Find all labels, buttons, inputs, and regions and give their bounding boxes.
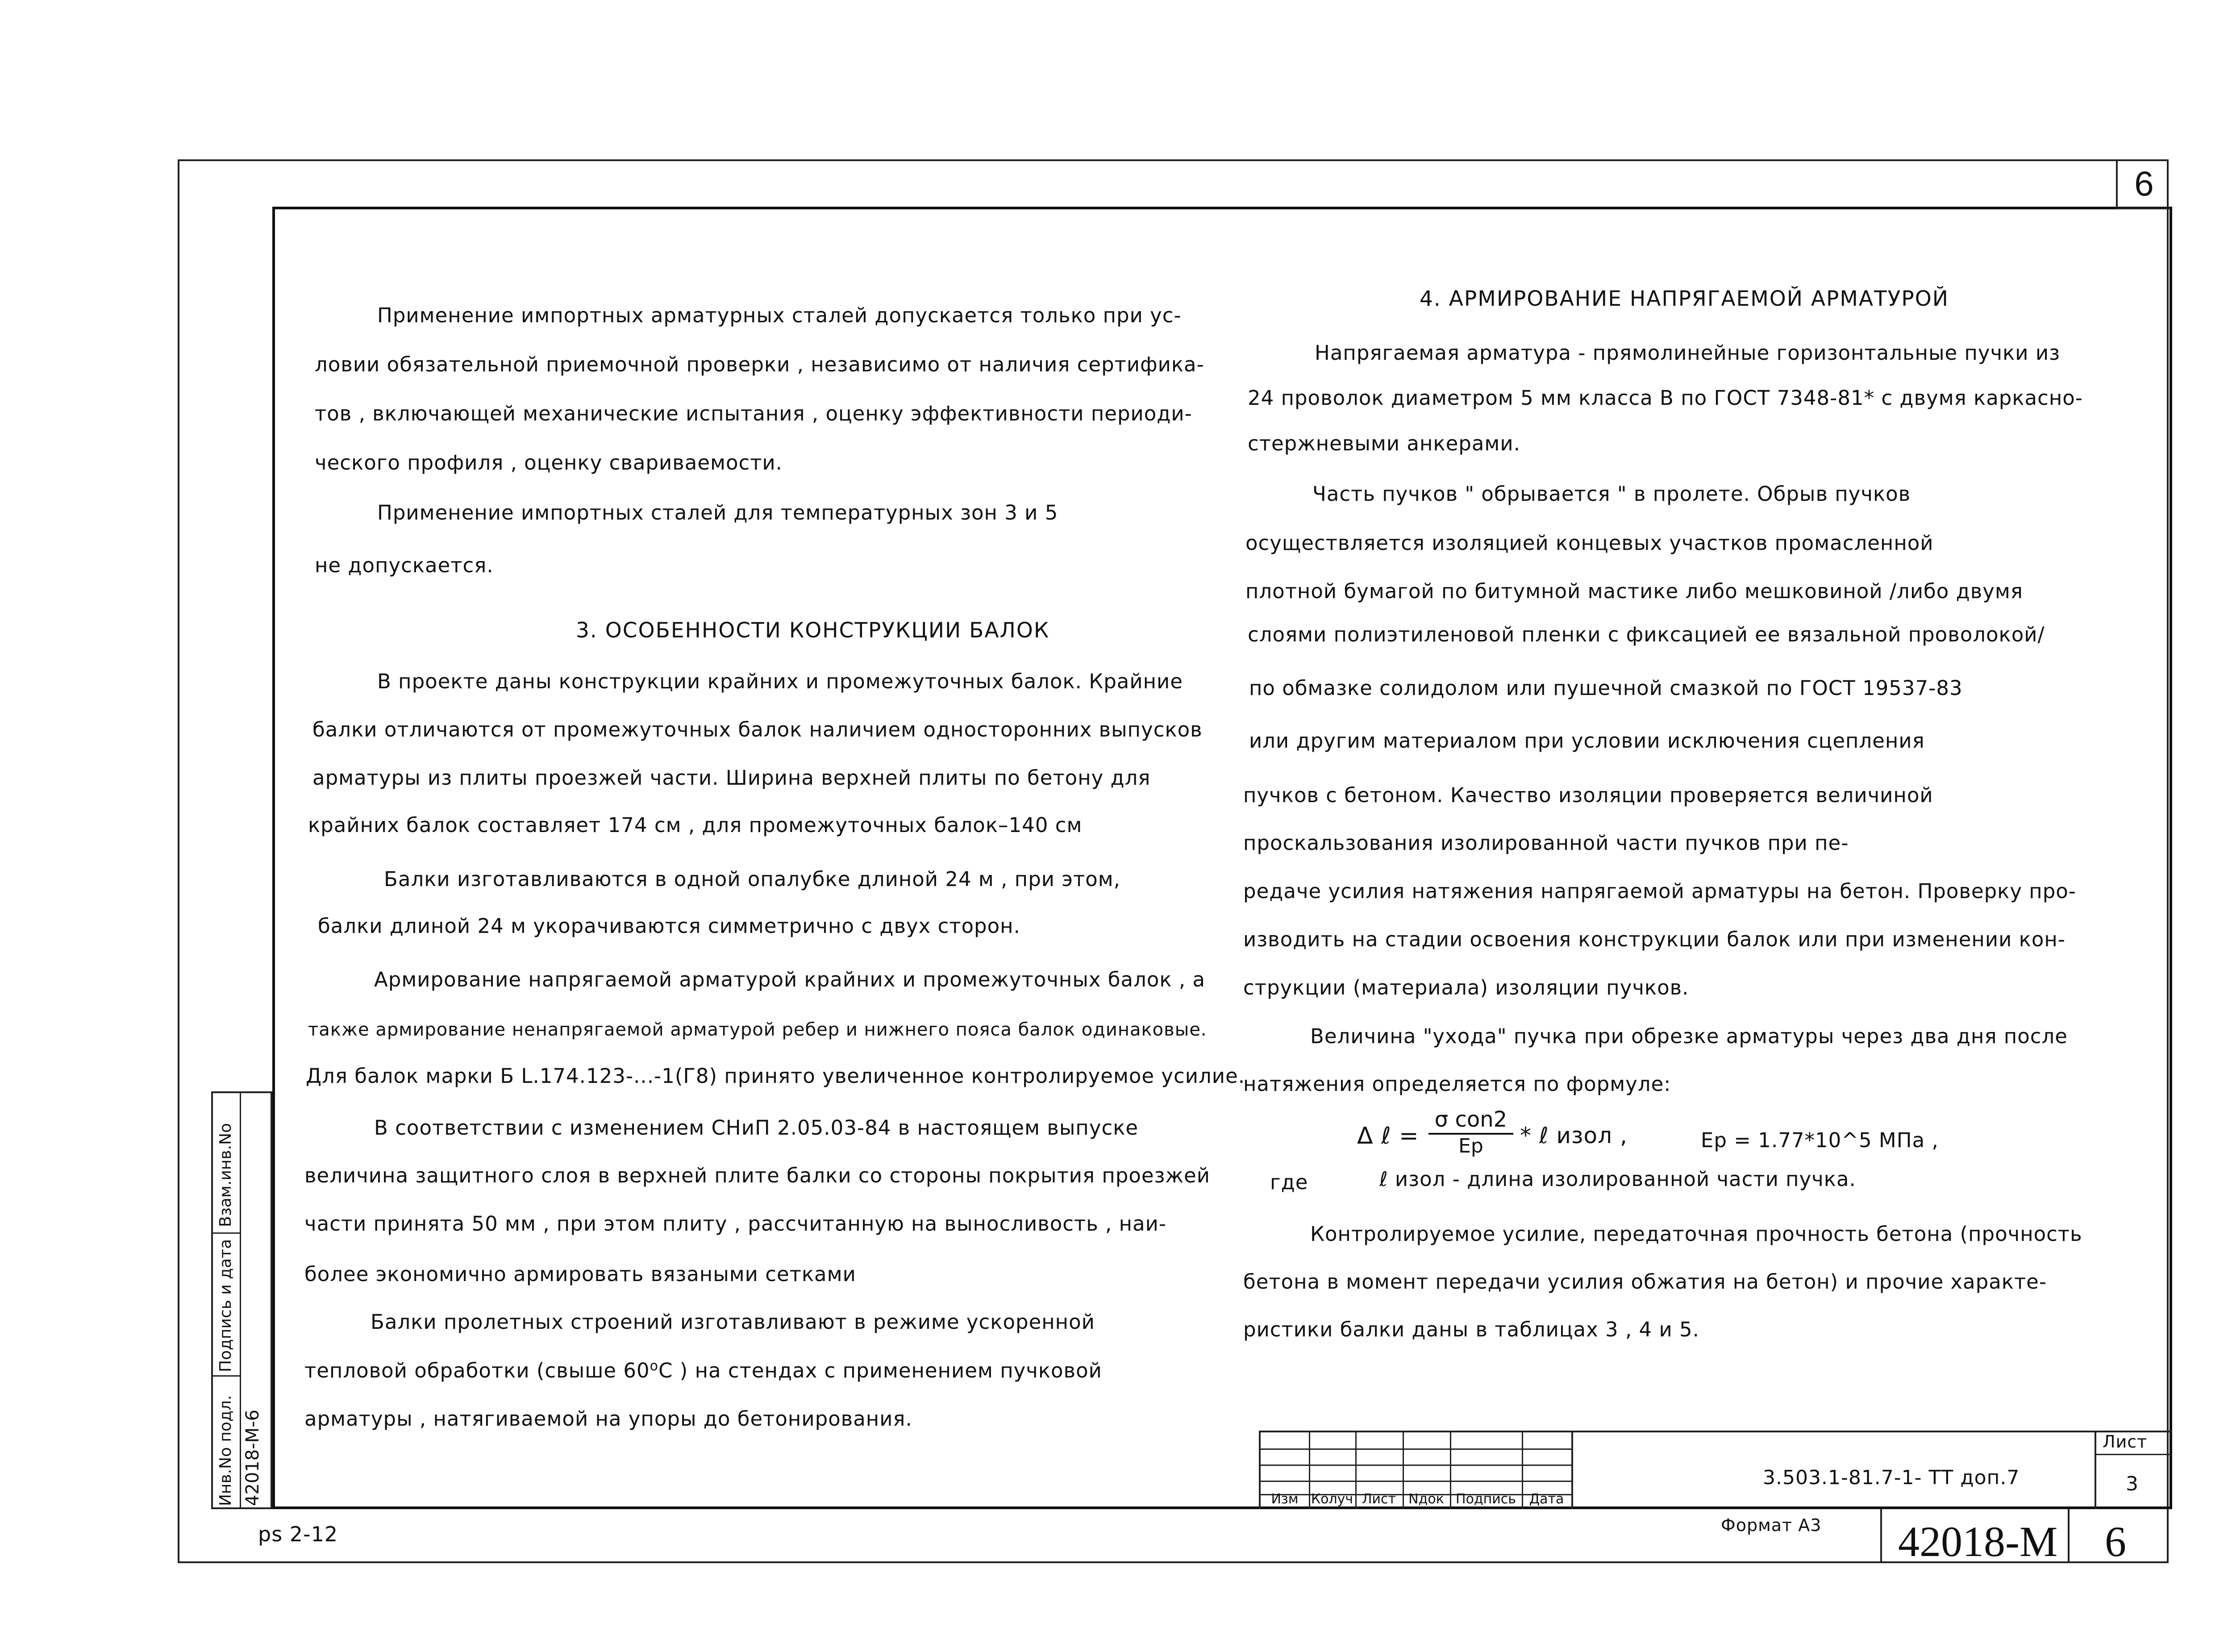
stamp-col-label: Лист [1362, 1491, 1396, 1507]
text-line: величина защитного слоя в верхней плите балки со стороны покрытия проезжей [304, 1164, 1210, 1187]
text-line: Балки изготавливаются в одной опалубке длиной 24 м , при этом, [384, 867, 1121, 891]
text-line: балки отличаются от промежуточных балок наличием односторонних выпусков [312, 718, 1203, 741]
text-line: редаче усилия натяжения напрягаемой арматуры на бетон. Проверку про- [1243, 879, 2077, 903]
stamp-col-label: Изм [1271, 1491, 1299, 1507]
text-line: В проекте даны конструкции крайних и промежуточных балок. Крайние [377, 670, 1183, 693]
archive-sheet: 6 [2105, 1518, 2126, 1565]
text-line: более экономично армировать вязаными сетками [304, 1262, 856, 1286]
strip-label-replace: Взам.инв.No [217, 1123, 235, 1227]
formula-ep: Ep = 1.77*10^5 МПа , [1701, 1128, 1939, 1152]
formula-denominator: Ep [1458, 1135, 1483, 1157]
text-line: Армирование напрягаемой арматурой крайних и промежуточных балок , а [374, 968, 1206, 991]
text-line: Часть пучков " обрывается " в пролете. Обрыв пучков [1312, 482, 1911, 506]
text-line: ловии обязательной приемочной проверки , независимо от наличия сертифика- [315, 353, 1204, 376]
sheet-number: 3 [2126, 1473, 2139, 1495]
text-line: балки длиной 24 м укорачиваются симметрично с двух сторон. [318, 914, 1020, 938]
text-line: ческого профиля , оценку свариваемости. [315, 451, 783, 474]
text-line: Применение импортных арматурных сталей допускается только при ус- [377, 304, 1182, 327]
text-line: крайних балок составляет 174 см , для промежуточных балок–140 см [308, 813, 1083, 837]
corner-sheet-number: 6 [2116, 159, 2170, 209]
formula-fraction [1428, 1107, 1513, 1157]
archive-number: 42018-М [1898, 1518, 2058, 1565]
text-line: Применение импортных сталей для температурных зон 3 и 5 [377, 501, 1058, 524]
text-line: Напрягаемая арматура - прямолинейные горизонтальные пучки из [1315, 341, 2061, 365]
text-line: тепловой обработки (свыше 60$^o$C ) на стендах с применением пучковой [304, 1358, 1102, 1382]
strip-label-inv: Инв.No подл. [217, 1395, 235, 1506]
text-line: Контролируемое усилие, передаточная прочность бетона (прочность [1310, 1222, 2082, 1246]
formula-numerator: σ con2 [1428, 1107, 1513, 1135]
revision-table [1259, 1431, 1571, 1509]
strip-inv-value: 42018-М-6 [242, 1409, 263, 1506]
text-line: или другим материалом при условии исключения сцепления [1249, 729, 1925, 753]
text-line: плотной бумагой по битумной мастике либо мешковиной /либо двумя [1245, 579, 2023, 603]
formula-lhs: Δ ℓ = [1357, 1123, 1419, 1149]
text-line: пучков с бетоном. Качество изоляции проверяется величиной [1243, 783, 1933, 807]
text-line: арматуры из плиты проезжей части. Ширина верхней плиты по бетону для [312, 766, 1151, 790]
stamp-col-label: Nдок [1408, 1491, 1444, 1507]
text-line: натяжения определяется по формуле: [1243, 1072, 1671, 1096]
footer-code: ps 2-12 [258, 1522, 338, 1546]
text-line: не допускается. [315, 553, 494, 577]
text-line: бетона в момент передачи усилия обжатия на бетон) и прочие характе- [1243, 1270, 2047, 1294]
text-line: Величина "ухода" пучка при обрезке арматуры через два дня после [1310, 1024, 2068, 1048]
text-line: по обмазке солидолом или пушечной смазкой по ГОСТ 19537-83 [1249, 676, 1963, 700]
sheet-label: Лист [2103, 1432, 2148, 1452]
text-line: осуществляется изоляцией концевых участков промасленной [1245, 531, 1934, 555]
document-designation: 3.503.1-81.7-1- ТТ доп.7 [1763, 1466, 2020, 1489]
where-label: где [1270, 1170, 1308, 1194]
text-line: изводить на стадии освоения конструкции балок или при изменении кон- [1243, 928, 2066, 951]
section-4-title: 4. АРМИРОВАНИЕ НАПРЯГАЕМОЙ АРМАТУРОЙ [1420, 287, 1949, 311]
text-line: тов , включающей механические испытания , оценку эффективности периоди- [315, 402, 1192, 425]
where-text: ℓ изол - длина изолированной части пучка. [1379, 1167, 1856, 1191]
text-line: 24 проволок диаметром 5 мм класса В по ГОСТ 7348-81* с двумя каркасно- [1248, 386, 2083, 410]
formula-rhs: * ℓ изол , [1520, 1123, 1628, 1148]
text-line: стержневыми анкерами. [1248, 432, 1520, 455]
stamp-col-label: Колуч [1311, 1491, 1353, 1507]
strip-label-signature: Подпись и дата [217, 1239, 235, 1372]
text-line: проскальзования изолированной части пучков при пе- [1243, 831, 1849, 855]
title-block [1571, 1431, 2172, 1509]
text-line: В соответствии с изменением СНиП 2.05.03-84 в настоящем выпуске [374, 1116, 1139, 1140]
text-line: струкции (материала) изоляции пучков. [1243, 976, 1689, 999]
binding-strip [211, 1091, 272, 1509]
text-line: ристики балки даны в таблицах 3 , 4 и 5. [1243, 1318, 1699, 1341]
format-label: Формат А3 [1721, 1515, 1822, 1535]
text-line: Балки пролетных строений изготавливают в режиме ускоренной [371, 1310, 1095, 1334]
stamp-col-label: Подпись [1456, 1491, 1516, 1507]
section-3-title: 3. ОСОБЕННОСТИ КОНСТРУКЦИИ БАЛОК [576, 618, 1050, 643]
text-line: также армирование ненапрягаемой арматурой ребер и нижнего пояса балок одинаковые. [308, 1019, 1207, 1040]
text-line: арматуры , натягиваемой на упоры до бетонирования. [304, 1407, 912, 1431]
text-line: слоями полиэтиленовой пленки с фиксацией ее вязальной проволокой/ [1248, 623, 2045, 646]
text-line: части принята 50 мм , при этом плиту , рассчитанную на выносливость , наи- [304, 1212, 1167, 1236]
sheet-box [2095, 1431, 2172, 1509]
archive-divider [2068, 1509, 2070, 1563]
stamp-col-label: Дата [1529, 1491, 1564, 1507]
text-line: Для балок марки Б L.174.123-...-1(Г8) принято увеличенное контролируемое усилие. [306, 1064, 1245, 1088]
